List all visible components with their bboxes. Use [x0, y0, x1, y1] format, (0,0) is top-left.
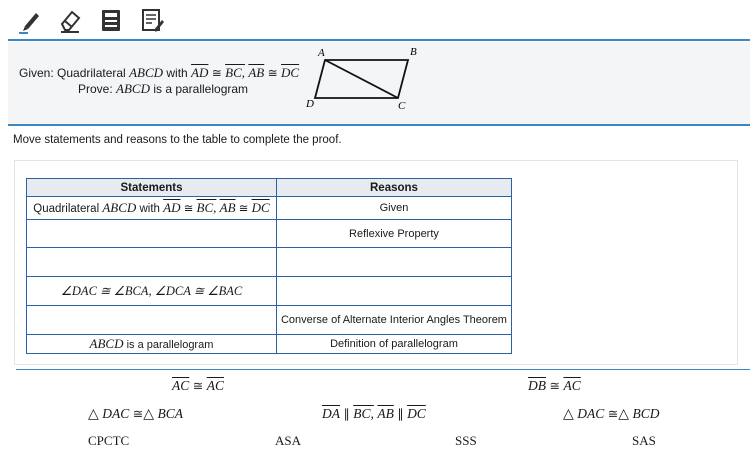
vertex-c-label: C [398, 100, 406, 112]
reason-cell-5[interactable]: Converse of Alternate Interior Angles Theorem [276, 306, 511, 335]
reason-cell-6[interactable]: Definition of parallelogram [276, 335, 511, 354]
given-seg-ab: $\overline{AB}$ [248, 65, 265, 80]
tile-sas[interactable]: SAS [632, 433, 656, 448]
toolbar [0, 0, 750, 40]
calculator-icon[interactable] [97, 6, 125, 34]
reason-cell-1[interactable]: Given [276, 197, 511, 220]
statement-cell-5[interactable] [27, 306, 277, 335]
statement-cell-6[interactable]: ABCD is a parallelogram [27, 335, 277, 354]
given-quad: ABCD [129, 65, 164, 80]
tile-parallel-sides[interactable]: $\overline{DA}$ ∥ BC, $\overline{AB}$ ∥ $\overline{DC}$ [322, 406, 426, 421]
given-seg-ad: $\overline{AD}$ [191, 65, 209, 80]
vertex-a-label: A [318, 47, 325, 59]
tile-db-cong-ac[interactable]: $\overline{DB}$ ≅ $\overline{AC}$ [528, 378, 581, 393]
statements-header: Statements [27, 179, 277, 197]
prove-label: Prove: [78, 82, 113, 96]
eraser-icon[interactable] [56, 6, 84, 34]
prove-quad: ABCD [116, 81, 150, 96]
table-row [27, 248, 512, 277]
reason-cell-2[interactable]: Reflexive Property [276, 220, 511, 248]
prove-statement [78, 81, 248, 97]
proof-table [26, 178, 512, 354]
pencil-icon[interactable] [16, 6, 44, 34]
given-cong-2: ≅ [267, 66, 278, 80]
table-row [27, 277, 512, 306]
tile-ac-cong-ac[interactable]: $\overline{AC}$ ≅ $\overline{AC}$ [172, 378, 224, 393]
vertex-b-label: B [410, 46, 417, 58]
notepad-icon[interactable] [138, 6, 166, 34]
table-row [27, 220, 512, 248]
given-divider [8, 124, 750, 126]
given-with: with [166, 66, 188, 80]
given-cong-1: ≅ [211, 66, 222, 80]
statement-cell-3[interactable] [27, 248, 277, 277]
tile-asa[interactable]: ASA [275, 433, 302, 448]
reason-cell-3[interactable] [276, 248, 511, 277]
tile-tri-dac-bca[interactable]: △ DAC ≅△ BCA [88, 406, 183, 422]
table-row [27, 197, 512, 220]
table-row [27, 335, 512, 354]
prove-rest: is a parallelogram [153, 82, 249, 96]
tile-tri-dac-bcd[interactable]: △ DAC ≅△ BCD [563, 406, 660, 422]
given-label: Given: Quadrilateral [19, 66, 126, 80]
statement-cell-4[interactable]: ∠DAC ≅ ∠BCA, ∠DCA ≅ ∠BAC [27, 277, 277, 306]
tile-cpctc[interactable]: CPCTC [88, 433, 130, 448]
reason-cell-4[interactable] [276, 277, 511, 306]
toolbar-divider [8, 39, 750, 41]
reasons-header: Reasons [276, 179, 511, 197]
vertex-d-label: D [306, 98, 314, 110]
statement-cell-2[interactable] [27, 220, 277, 248]
table-row [27, 306, 512, 335]
instructions-text: Move statements and reasons to the table to complete the proof. [13, 134, 342, 146]
given-seg-bc: BC, [225, 65, 246, 80]
given-statement [19, 65, 299, 81]
statement-cell-1[interactable]: Quadrilateral ABCD with $\overline{AD}$ ≅ BC, $\overline{AB}$ ≅ $\overline{DC}$ [27, 197, 277, 220]
tiles-divider [16, 369, 750, 370]
tile-sss[interactable]: SSS [455, 433, 477, 448]
given-seg-dc: $\overline{DC}$ [281, 65, 300, 80]
parallelogram-diagram [298, 44, 418, 112]
